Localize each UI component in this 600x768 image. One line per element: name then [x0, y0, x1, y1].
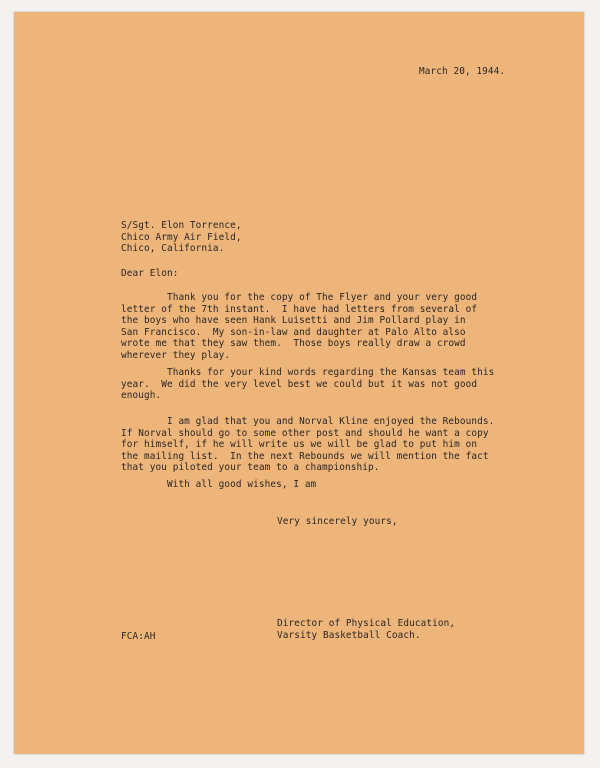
salutation: Dear Elon: — [121, 268, 179, 279]
text-line: for himself, if he will write us we will be glad to put him on — [121, 439, 478, 451]
signature-block — [277, 618, 455, 641]
text-line: I am glad that you and Norval Kline enjoyed the Rebounds. — [121, 416, 495, 427]
recipient-line: Chico, California. — [121, 243, 225, 255]
signature-line: Varsity Basketball Coach. — [277, 629, 421, 641]
paragraph-1 — [121, 292, 477, 362]
text-line: Thank you for the copy of The Flyer and your very good — [121, 292, 478, 303]
signature-line: Director of Physical Education, — [277, 618, 456, 629]
text-line: letter of the 7th instant. I have had letters from several of — [121, 303, 478, 315]
text-line: the boys who have seen Hank Luisetti and Jim Pollard play in — [121, 315, 466, 327]
recipient-line: Chico Army Air Field, — [121, 231, 242, 243]
text-line: If Norval should go to some other post and should he want a copy — [121, 427, 489, 439]
recipient-address — [121, 220, 242, 255]
text-line: the mailing list. In the next Rebounds we will mention the fact — [121, 450, 489, 462]
closing: Very sincerely yours, — [277, 516, 398, 527]
text-line: wherever they play. — [121, 349, 231, 361]
text-line: year. We did the very level best we could but it was not good — [121, 378, 478, 390]
text-line: wrote me that they saw them. Those boys really draw a crowd — [121, 338, 466, 350]
paragraph-3 — [121, 416, 494, 474]
text-line: San Francisco. My son-in-law and daughter at Palo Alto also — [121, 326, 466, 338]
letter-date: March 20, 1944. — [419, 66, 506, 77]
recipient-line: S/Sgt. Elon Torrence, — [121, 220, 242, 231]
typist-initials: FCA:AH — [121, 631, 156, 642]
text-line: that you piloted your team to a championship. — [121, 462, 380, 474]
text-line: With all good wishes, I am — [121, 479, 317, 490]
text-line: enough. — [121, 390, 162, 402]
paragraph-4 — [121, 479, 316, 491]
text-line: Thanks for your kind words regarding the Kansas team this — [121, 367, 495, 378]
paragraph-2 — [121, 367, 494, 402]
